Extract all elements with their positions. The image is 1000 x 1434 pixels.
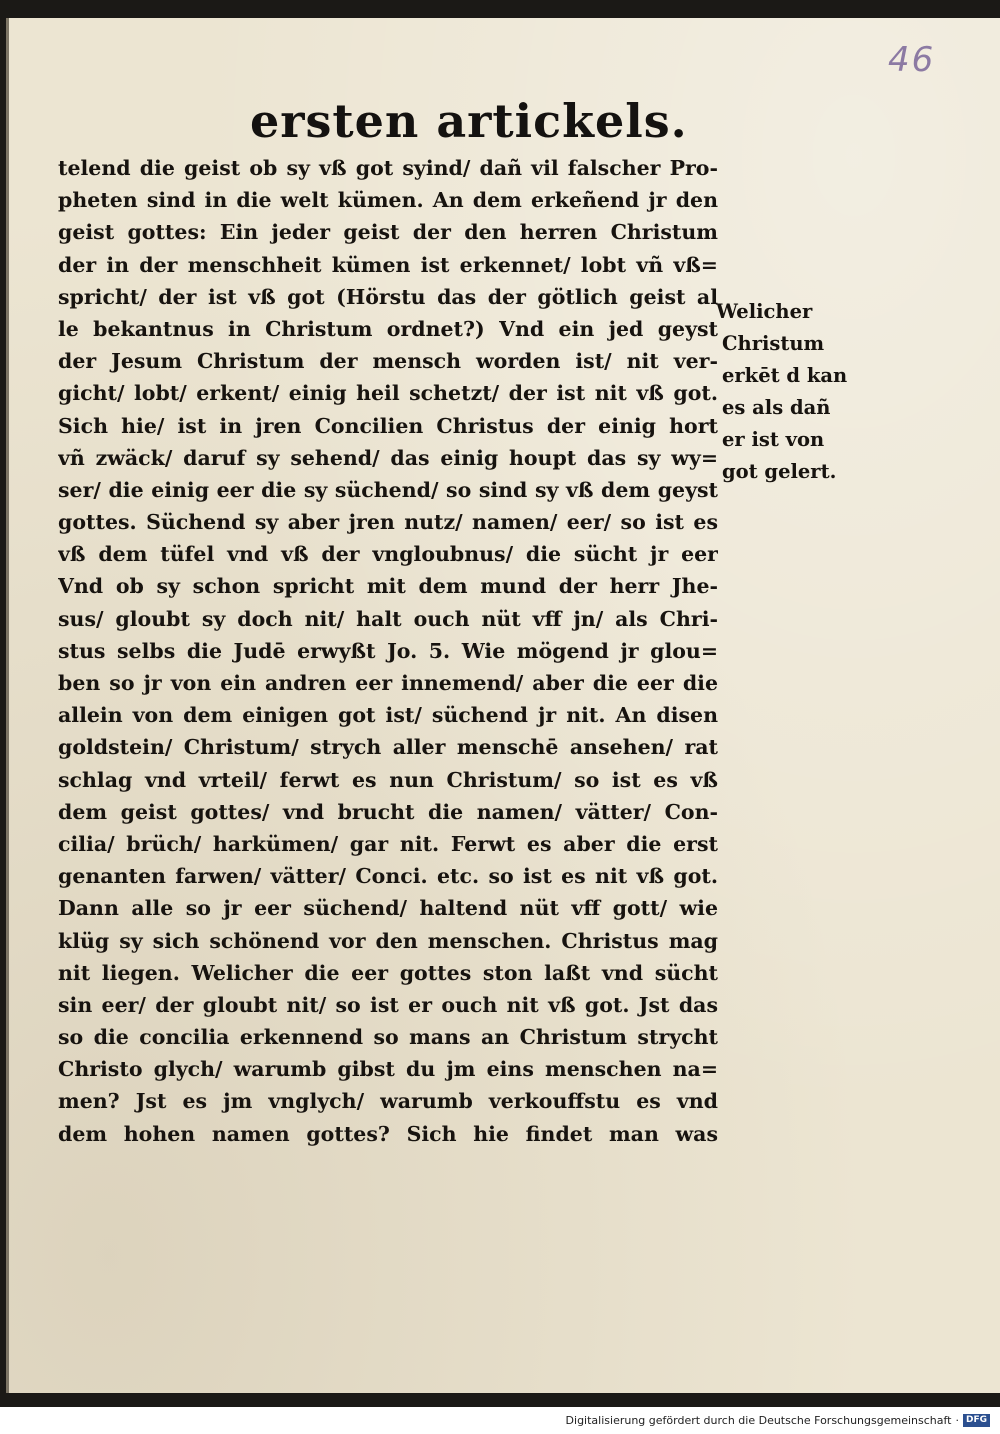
gloss-line: got gelert. xyxy=(722,460,837,483)
text-line: nit liegen. Welicher die eer gottes ston laßt vnd sücht xyxy=(58,960,718,985)
body-text-block xyxy=(58,152,718,1150)
folio-number: 46 xyxy=(888,40,936,80)
text-line: schlag vnd vrteil/ ferwt es nun Christum/ so ist es vß xyxy=(58,767,718,792)
text-line: klüg sy sich schönend vor den menschen. Christus mag xyxy=(58,928,718,953)
text-line: dem geist gottes/ vnd brucht die namen/ vätter/ Con- xyxy=(58,799,718,824)
text-line: le bekantnus in Christum ordnet?) Vnd ein jed geyst xyxy=(58,316,718,341)
text-line: sin eer/ der gloubt nit/ so ist er ouch nit vß got. Jst das xyxy=(58,992,718,1017)
text-line: men? Jst es jm vnglych/ warumb verkouffstu es vnd xyxy=(58,1089,718,1114)
gloss-line: er ist von xyxy=(722,428,825,451)
text-line: Vnd ob sy schon spricht mit dem mund der herr Jhe- xyxy=(58,574,718,599)
text-line: pheten sind in die welt kümen. An dem erkeñend jr den xyxy=(58,188,718,213)
text-line: Dann alle so jr eer süchend/ haltend nüt vff gott/ wie xyxy=(58,896,718,921)
text-line: genanten farwen/ vätter/ Conci. etc. so ist es nit vß got. xyxy=(58,864,718,889)
text-line: sus/ gloubt sy doch nit/ halt ouch nüt vff jn/ als Chri- xyxy=(58,606,718,631)
text-line: goldstein/ Christum/ strych aller menschē ansehen/ rat xyxy=(58,735,718,760)
text-line: gicht/ lobt/ erkent/ einig heil schetzt/ der ist nit vß got. xyxy=(58,381,718,406)
gloss-line: Christum xyxy=(722,332,825,355)
text-line: vñ zwäck/ daruf sy sehend/ das einig houpt das sy wy= xyxy=(58,445,718,470)
margin-gloss xyxy=(716,296,851,488)
text-line: gottes. Süchend sy aber jren nutz/ namen/ eer/ so ist es xyxy=(58,510,718,535)
text-line: telend die geist ob sy vß got syind/ dañ vil falscher Pro- xyxy=(58,156,718,180)
dfg-logo: DFG xyxy=(963,1414,990,1427)
footer-separator: · xyxy=(955,1414,959,1427)
text-line: stus selbs die Judē erwyßt Jo. 5. Wie mögend jr glou= xyxy=(58,638,718,663)
text-line: allein von dem einigen got ist/ süchend jr nit. An disen xyxy=(58,703,718,728)
text-line: der in der menschheit kümen ist erkennet/ lobt vñ vß= xyxy=(58,252,718,277)
gloss-line: es als dañ xyxy=(722,396,831,419)
text-line: vß dem tüfel vnd vß der vngloubnus/ die sücht jr eer xyxy=(58,542,718,567)
footer-credit xyxy=(566,1414,990,1427)
gloss-line: erkēt d kan xyxy=(722,364,848,387)
text-line: cilia/ brüch/ harkümen/ gar nit. Ferwt es aber die erst xyxy=(58,831,718,856)
text-line: so die concilia erkennend so mans an Christum strycht xyxy=(58,1025,718,1050)
text-line: spricht/ der ist vß got (Hörstu das der götlich geist al xyxy=(58,284,718,309)
text-line: ben so jr von ein andren eer innemend/ aber die eer die xyxy=(58,671,718,695)
footer-credit-text: Digitalisierung gefördert durch die Deutsche Forschungsgemeinschaft xyxy=(565,1414,952,1427)
text-line: geist gottes: Ein jeder geist der den herren Christum xyxy=(58,220,718,245)
text-line: der Jesum Christum der mensch worden ist/ nit ver- xyxy=(58,349,718,374)
text-line: Sich hie/ ist in jren Concilien Christus der einig hort xyxy=(58,413,718,438)
gloss-line: Welicher xyxy=(716,300,813,323)
text-line: Christo glych/ warumb gibst du jm eins menschen na= xyxy=(58,1057,718,1082)
text-line: ser/ die einig eer die sy süchend/ so sind sy vß dem geyst xyxy=(58,477,718,502)
text-line: dem hohen namen gottes? Sich hie findet man was xyxy=(58,1121,718,1146)
running-head: ersten artickels. xyxy=(250,94,688,148)
